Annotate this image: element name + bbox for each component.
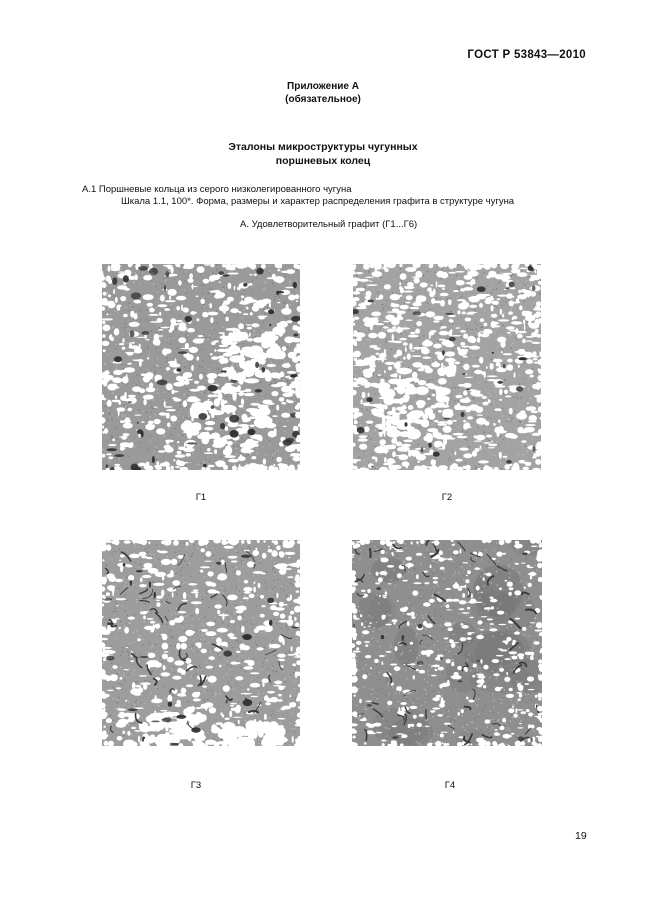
page-number: 19 <box>575 830 587 842</box>
micrograph-g4 <box>352 540 542 746</box>
appendix-status: (обязательное) <box>285 94 361 105</box>
clause-text: А.1 Поршневые кольца из серого низколегированного чугуна <box>82 184 352 195</box>
micrograph-g3 <box>102 540 300 746</box>
micrograph-g2 <box>353 264 541 470</box>
micrograph-g1 <box>102 264 300 470</box>
appendix-label: Приложение А <box>287 81 359 92</box>
document-title <box>0 140 646 168</box>
standard-code: ГОСТ Р 53843—2010 <box>467 49 586 61</box>
section-heading: А. Удовлетворительный графит (Г1...Г6) <box>240 219 418 230</box>
micrograph-caption: Г2 <box>441 492 453 503</box>
micrograph-caption: Г3 <box>190 780 202 791</box>
micrograph-caption: Г1 <box>195 492 207 503</box>
scale-text: Шкала 1.1, 100*. Форма, размеры и характер распределения графита в структуре чугуна <box>121 196 515 207</box>
title-line-2: поршневых колец <box>275 155 371 167</box>
appendix-heading <box>0 80 646 106</box>
micrograph-caption: Г4 <box>444 780 456 791</box>
title-line-1: Эталоны микроструктуры чугунных <box>228 141 418 153</box>
